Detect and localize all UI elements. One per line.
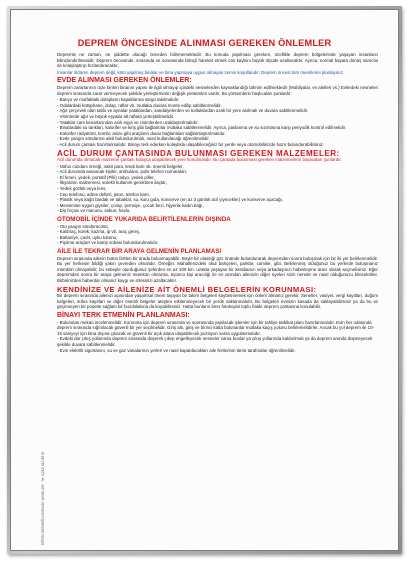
section-list-emergency-bag [57,164,378,214]
section-heading-emergency-bag: ACİL DURUM ÇANTASINDA BULUNMASI GEREKEN MALZEMELER: [57,148,340,158]
side-credit-text: EĞİTİM DERNEĞİ GÜVENLİK YAYINLARI · Tel: 0(212) 612 68 25 [41,451,45,545]
poster [11,10,398,550]
list-item: - Acil durum çantası hazırlanmalıdır. Binayı terk ederken kolaylıkla ulaşabileceğiniz bir yerde veya otomobilinizde hazır bulundurabilirsiniz. [57,141,324,147]
section-heading-home-measures: EVDE ALINMASI GEREKEN ÖNLEMLER: [57,77,192,85]
list-item: - Mevsimine uygun giysiler, çorap, şemsiye, çocuk bezi, hijyenik kadın bağı, [57,202,204,208]
section-intro: Bir deprem sırasında ailenizi açısından yaşamsal önem taşıyan bir takım belgeleri kaybetmemek için önlem almanız gerekir. Senetler, vasiyet, vergi kayıtları, doğum belgeleri, nüfus kayıtları ve diğer önemli belgeler ateşten etkilenmeyecek bir yerde saklanmalıdır. Bu belgeleri evinizin kasada da saklayabilirsiniz ya da bu ve geçirmeyen bir poşette sağlam bir buzdolabına da koyabilirsiniz. Hatta bunların birer fotokopisi toplu halde deprem çantasına konulabilir. [57,293,378,310]
poster-frame [7,6,402,554]
section-list-evacuation [57,320,378,354]
list-item: - Cep telefonu, adres defteri, jeton, telefon kartı, [57,191,150,197]
list-item: - Evin elektrik sigortasını, su ve gaz vanalarının yerleri ve nasıl kapatılacakları aile fertlerinin tümü tarafından öğrenilmelidir. [57,347,296,353]
poster-content [57,52,378,353]
section-heading-car: OTOMOBİL İÇİNDE YUKARIDA BELİRTİLENLERİN DIŞINDA [57,216,231,224]
list-item: - Banyo ve mutfaktaki dolapların kapaklarına sürgü takılmalıdır. [57,97,180,103]
list-item: - Plastik veya kağıt bardak ve tabaklar, su, kuru gıda, konserve (en az 3 günlük acil yiyecekler) ve konserve açacağı, [57,197,283,203]
section-intro: Deprem sırasında ailenin bütün fertleri bir arada bulunmayabilir. Böyle bir olasılığı göz önünde bulundurarak depremden sonra buluşmak için bir iki yer belirlenmelidir. Bu yer herkesin bildiği yakın çevreden olmalıdır. Örneğin: Mahallenizdeki okul bahçeleri, parklar, camiler, gibi. Belirlenmiş olduğunuz bu yerlerde buluşmanız mümkün olmayabilir; bu sebeple oturduğunuz şehirden en az 100 km. uzakta yaşayan bir akrabanızı veya arkadaşınızı haberleşme aracı olarak seçmelisiniz. Eğer depremden sonra bir araya gelmeniz mümkün olmazsa, üçüncü kişi aracılığı ile en azından ailenizin diğer üyeleri sizin nerede ve nasıl olduğunuzu bilecektirler. Birbirinizden haberdar olmanız kaygı ve stresinizi azaltacaktır. [57,255,378,283]
list-item: - Odalardaki kütüphane, dolap, raflar vb. mutlaka duvara monte edilip sabitlenmelidir. [57,102,222,108]
list-item: - Kaldıraç, kürek, kazma, ip vb. araç gereç, [57,229,141,235]
list-item: - Battaniye, çadır, uyku tulumu, [57,234,118,240]
list-item: - Pişirme araçları ve kamp sobası bulundurulmalıdır. [57,240,159,246]
intro-text: Depremle ne zaman, ne şiddette olacağı önceden bilinmemektedir. Bu konuda yapılması gereken, özellikle deprem bölgelerinde yaşayan insanların bilinçlendirilmesidir. Deprem öncesinde, sırasında ve sonrasında bilinçli hareket etmek can kaybını büyük ölçüde azaltacaktır. Ayrıca, normal hayata dönüş sürecini de kolaylaştırıp hızlandıracaktır. [57,52,378,69]
section-heading-evacuation: BİNAYI TERK ETMENİN PLANLANMASI: [57,311,190,319]
list-item: - Kalorifer radyatörü, kombi, avize gibi araçların duvar bağlantıları sağlamlaştırılmalıdır. [57,130,226,136]
list-item: - Acil durumda aranacak kişiler, ambulans, polis telefon numaraları, [57,169,188,175]
list-item: - Binalardaki su tankları, kalorifer ve kiriş gibi bağlantılar mutlaka sabitlenmelidir. Ayrıca, paslanma ve su sızıntısına karşı periyodik kontrol edilmelidir. [57,125,347,131]
list-item: - Evde yangın söndürme aleti bulundurulmalı, nasıl kullanılacağı öğrenilmelidir. [57,136,210,142]
poster-title: DEPREM ÖNCESİNDE ALINMASI GEREKEN ÖNLEMLER [77,38,332,48]
list-item: - Bulunulan mekan incelenmelidir. Korunma için deprem sırasında ve sonrasında yapılacak işlemler için bir tahliye tatbikat planı hazırlanmalıdır. Evin her odasında deprem sırasında sığınılacak güvenli bir yer seçilmelidir. Giriş altı, giriş ve birinci katta bulunanlar mutlaka kaçış yolunu belirlemelidirler. Ancak bu yol deprem ile 10-15 saniyeyi için bina dışına çıkacak ve güvenli bir açık alana ulaşabilecek pozisyon varsa uygulanmalıdır. [57,319,374,336]
list-item: - Ağır çerçeveli olan tablo ve aynalar yataklardan, sandalyelerden ve koltuklardan uzak bir yere asılmalı ve duvara sabitlenmelidir. [57,108,309,114]
side-credit-strip [41,435,47,545]
poster-frame-inner [10,9,399,551]
list-item: - Yedek gözlük veya lens, [57,186,107,192]
list-item: - Vitrinlerde ağır ve büyük eşyalar alt raflara yerleştirilmelidir. [57,113,175,119]
list-item: - Evdeki dar çıkış yollarında deprem sırasında düşerek çıkışı engelleyecek nesneler varsa bunlar ya çıkış yollarında kaldırılmalı ya da deprem anında düşmeyecek şekilde duvara sabitlenmelidir. [57,336,373,347]
list-item: - Yataklar cam kenarlarından asılı eşya ve cisimlerden uzaklaştırılmalıdır. [57,119,199,125]
list-item: - Oto yangın söndürücüsü, [57,223,109,229]
section-heading-family-reunion: AİLE İLE TEKRAR BİR ARAYA GELMENİN PLANLAMASI [57,248,222,255]
section-list-car [57,224,378,246]
list-item: - El feneri, yedek, portatif (Pilli) radyo, yedek piller, [57,174,155,180]
list-item: - Nüfus cüzdanı örneği, nakit para, kredi kartı vb. önemli belgeler, [57,163,184,169]
section-list-home-measures [57,97,378,147]
list-item: - İlkyardım malzemesi, sürekli kullanım gerektiren ilaçlar, [57,180,167,186]
section-intro: Deprem zararlarının üçte birinin binanın yapısı ile ilgili olmayıp içindeki nesnelerden kaynaklandığı tahmin edilmektedir (Mobilyalar, ev aletleri vs.) Evlerdeki nesneleri deprem sırasında zarar vermeyecek şekilde yerleştirmenin değişik yöntemleri vardır. Bu yöntemlerin başlıcaları şunlardır: [57,84,378,96]
section-intro: Acil durumda olmacak malzeme çantası kolayca ulaşabilecek yere konulmalıdır. Bu çantada bulunması gereken malzemelerin başlıcaları şunlardır. [57,157,342,163]
list-item: - Diş fırçası ve macunu, sabun, havlu. [57,208,131,214]
intro-warning: İnsanlar öldüren deprem değil, kötü yapılmış binalar ve bina yapmaya uygun olmayan zemin koşullarıdır. Deprem öncesi tüm önemlerini planlayınız. [57,69,345,75]
section-heading-documents: KENDİNİZE VE AİLENİZE AİT ÖNEMLİ BELGELERİN KORUNMASI: [57,284,317,294]
